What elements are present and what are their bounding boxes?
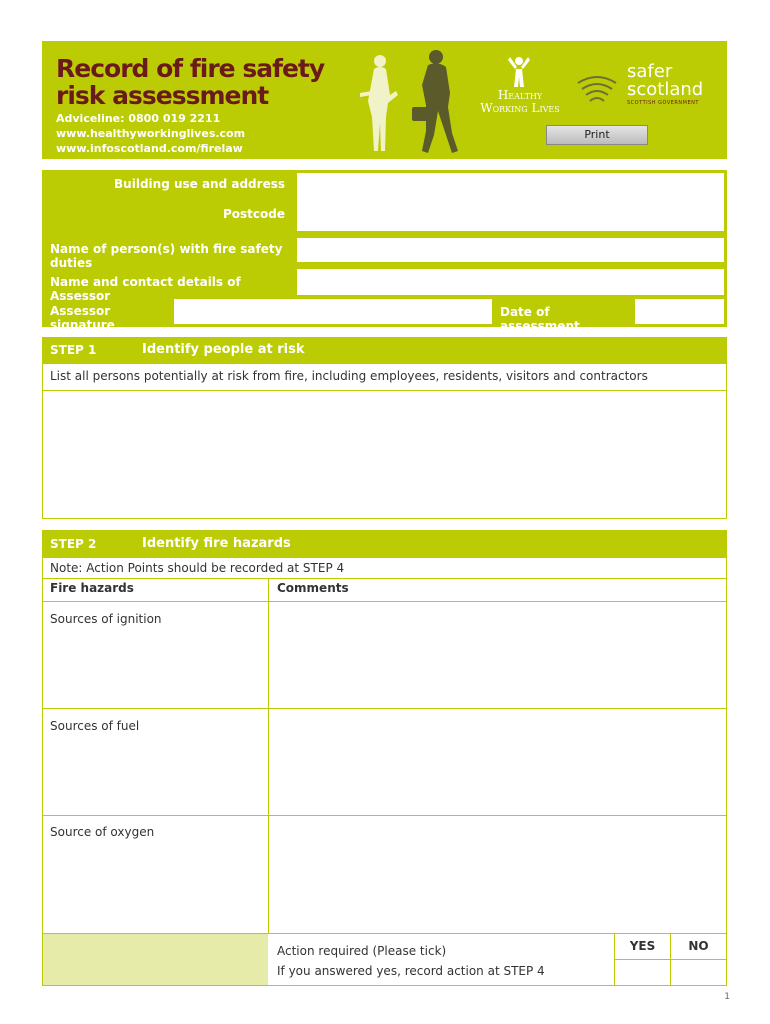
healthy-working-lives-logo-icon bbox=[504, 53, 534, 89]
safer-scotland-logo-icon bbox=[572, 71, 622, 109]
building-label: Building use and address bbox=[114, 177, 285, 191]
assessor-signature-input[interactable] bbox=[173, 298, 493, 325]
step1-number: STEP 1 bbox=[50, 343, 97, 357]
persons-label: Name of person(s) with fire safety duties bbox=[50, 242, 283, 270]
signature-label: Assessor signature bbox=[50, 304, 115, 332]
yes-label: YES bbox=[629, 939, 656, 953]
people-silhouettes-illustration bbox=[352, 45, 472, 157]
assessment-date-input[interactable] bbox=[634, 298, 725, 325]
step2-number: STEP 2 bbox=[50, 537, 97, 551]
ignition-comments-input[interactable] bbox=[269, 602, 726, 708]
title-line-1: Record of fire safety bbox=[56, 54, 325, 83]
date-label: Date of assessment bbox=[500, 305, 580, 333]
title-line-2: risk assessment bbox=[56, 81, 269, 110]
oxygen-comments-input[interactable] bbox=[269, 816, 726, 933]
url-healthyworkinglives: www.healthyworkinglives.com bbox=[56, 127, 246, 140]
row-label-ignition: Sources of ignition bbox=[50, 612, 162, 626]
row-label-fuel: Sources of fuel bbox=[50, 719, 140, 733]
step1-title: Identify people at risk bbox=[142, 342, 305, 357]
yes-checkbox[interactable] bbox=[615, 960, 670, 985]
url-infoscotland: www.infoscotland.com/firelaw bbox=[56, 142, 243, 155]
col-fire-hazards-header: Fire hazards bbox=[50, 581, 134, 595]
col-comments-header: Comments bbox=[277, 581, 349, 595]
fire-safety-persons-input[interactable] bbox=[296, 237, 725, 263]
step1-instruction: List all persons potentially at risk from fire, including employees, residents, visitors and contractors bbox=[50, 369, 648, 383]
assessor-label: Name and contact details of Assessor bbox=[50, 275, 241, 303]
postcode-label: Postcode bbox=[222, 207, 285, 221]
no-checkbox[interactable] bbox=[671, 960, 726, 985]
step2-note: Note: Action Points should be recorded at STEP 4 bbox=[50, 561, 345, 575]
building-address-input[interactable] bbox=[296, 172, 725, 232]
healthy-working-lives-logo: Healthy Working Lives bbox=[480, 88, 560, 115]
fuel-comments-input[interactable] bbox=[269, 709, 726, 815]
step2-header bbox=[42, 530, 727, 558]
action-required-text: Action required (Please tick) If you answered yes, record action at STEP 4 bbox=[277, 944, 545, 978]
contact-info bbox=[56, 111, 356, 156]
page-title bbox=[56, 55, 356, 109]
step2-title: Identify fire hazards bbox=[142, 536, 291, 551]
safer-scotland-logo: safer scotland SCOTTISH GOVERNMENT bbox=[627, 61, 704, 106]
adviceline: Adviceline: 0800 019 2211 bbox=[56, 112, 221, 125]
step1-header bbox=[42, 337, 727, 364]
row-label-oxygen: Source of oxygen bbox=[50, 825, 155, 839]
action-left-cell bbox=[43, 934, 268, 985]
note-divider bbox=[42, 578, 727, 579]
page-number: 1 bbox=[724, 992, 730, 1002]
no-label: NO bbox=[688, 939, 709, 953]
assessor-details-input[interactable] bbox=[296, 268, 725, 296]
header-banner bbox=[42, 41, 727, 159]
people-at-risk-input[interactable] bbox=[43, 391, 726, 518]
print-button[interactable]: Print bbox=[546, 125, 648, 145]
